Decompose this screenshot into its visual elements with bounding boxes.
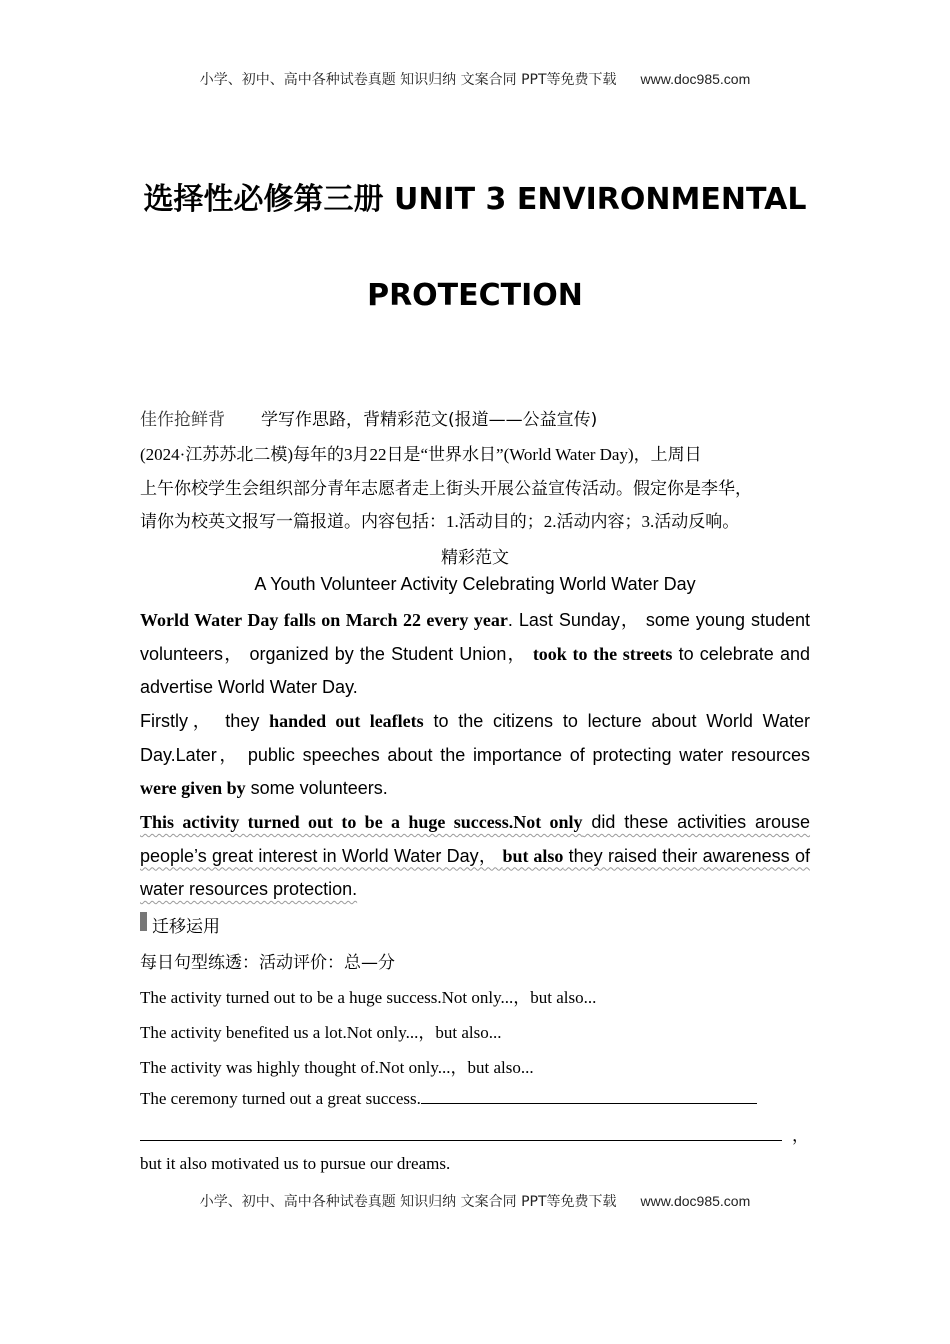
header-text: 小学、初中、高中各种试卷真题 知识归纳 文案合同 PPT等免费下载 bbox=[199, 72, 617, 88]
intro-label: 佳作抢鲜背 bbox=[140, 410, 225, 430]
daily-label: 每日句型练透： bbox=[140, 953, 259, 973]
paragraph-text: . Last Sunday， some young student volunteers， organized by the Student Union， bbox=[140, 610, 810, 664]
task-description bbox=[140, 438, 830, 539]
intro-subtitle: 学写作思路，背精彩范文(报道——公益宣传) bbox=[261, 410, 598, 430]
exercise-sentence bbox=[140, 1087, 810, 1109]
task-line-1: (2024·江苏苏北二模)每年的3月22日是“世界水日”(World Water Day)，上周日 bbox=[140, 445, 702, 464]
answer-blank-1[interactable] bbox=[421, 1087, 757, 1104]
exercise-end: but it also motivated us to pursue our dreams. bbox=[140, 1154, 451, 1173]
exercise-comma: ， bbox=[792, 1126, 809, 1145]
page-header bbox=[0, 69, 950, 89]
daily-topic: 活动评价：总—分 bbox=[259, 953, 395, 973]
paragraph-text: did these activities arouse people’s great interest in World Water Day， bbox=[140, 812, 811, 866]
key-phrase: took to the streets bbox=[532, 643, 673, 664]
daily-pattern bbox=[140, 948, 810, 973]
example-sentence-2: The activity benefited us a lot.Not only...，but also... bbox=[140, 1023, 502, 1042]
paragraph-text: to celebrate and advertise World Water Day. bbox=[140, 643, 810, 697]
task-line-3: 请你为校英文报写一篇报道。内容包括：1.活动目的；2.活动内容；3.活动反响。 bbox=[140, 512, 740, 531]
practice-heading-text: 迁移运用 bbox=[152, 917, 220, 937]
footer-site-link[interactable]: www.doc985.com bbox=[640, 1193, 751, 1209]
paragraph-text: Firstly， they bbox=[140, 711, 270, 731]
sample-heading: 精彩范文 bbox=[441, 548, 509, 568]
task-line-2: 上午你校学生会组织部分青年志愿者走上街头开展公益宣传活动。假定你是李华， bbox=[140, 478, 752, 498]
paragraph-text: they raised their awareness of water resources protection. bbox=[140, 845, 810, 899]
example-sentence-1: The activity turned out to be a huge success.Not only...，but also... bbox=[140, 988, 597, 1007]
key-phrase: handed out leaflets bbox=[269, 711, 424, 731]
page-footer bbox=[0, 1191, 950, 1211]
essay-paragraph-2 bbox=[140, 705, 810, 806]
essay-title: A Youth Volunteer Activity Celebrating World Water Day bbox=[254, 574, 696, 594]
practice-heading bbox=[140, 912, 810, 937]
key-phrase: were given by bbox=[140, 778, 246, 798]
footer-text: 小学、初中、高中各种试卷真题 知识归纳 文案合同 PPT等免费下载 bbox=[199, 1194, 617, 1210]
header-site-link[interactable]: www.doc985.com bbox=[640, 71, 751, 87]
key-phrase: World Water Day falls on March 22 every year bbox=[140, 610, 508, 630]
paragraph-text: some volunteers. bbox=[245, 778, 388, 798]
intro-line bbox=[140, 405, 810, 430]
answer-blank-2[interactable] bbox=[140, 1124, 782, 1141]
section-marker-icon bbox=[140, 912, 147, 931]
exercise-blank-row bbox=[140, 1121, 830, 1146]
example-sentence-3: The activity was highly thought of.Not only...，but also... bbox=[140, 1058, 534, 1077]
page-title-line1: 选择性必修第三册 UNIT 3 ENVIRONMENTAL bbox=[143, 182, 807, 217]
exercise-start: The ceremony turned out a great success. bbox=[140, 1089, 421, 1108]
essay-paragraph-3 bbox=[140, 806, 810, 907]
paragraph-text: to the citizens to lecture about World Water Day.Later， public speeches about the importance of protecting water resources bbox=[140, 711, 811, 765]
key-phrase: but also bbox=[502, 845, 564, 866]
key-phrase: This activity turned out to be a huge success.Not only bbox=[140, 812, 583, 832]
page-title-line2: PROTECTION bbox=[367, 278, 583, 313]
essay-paragraph-1 bbox=[140, 604, 810, 705]
